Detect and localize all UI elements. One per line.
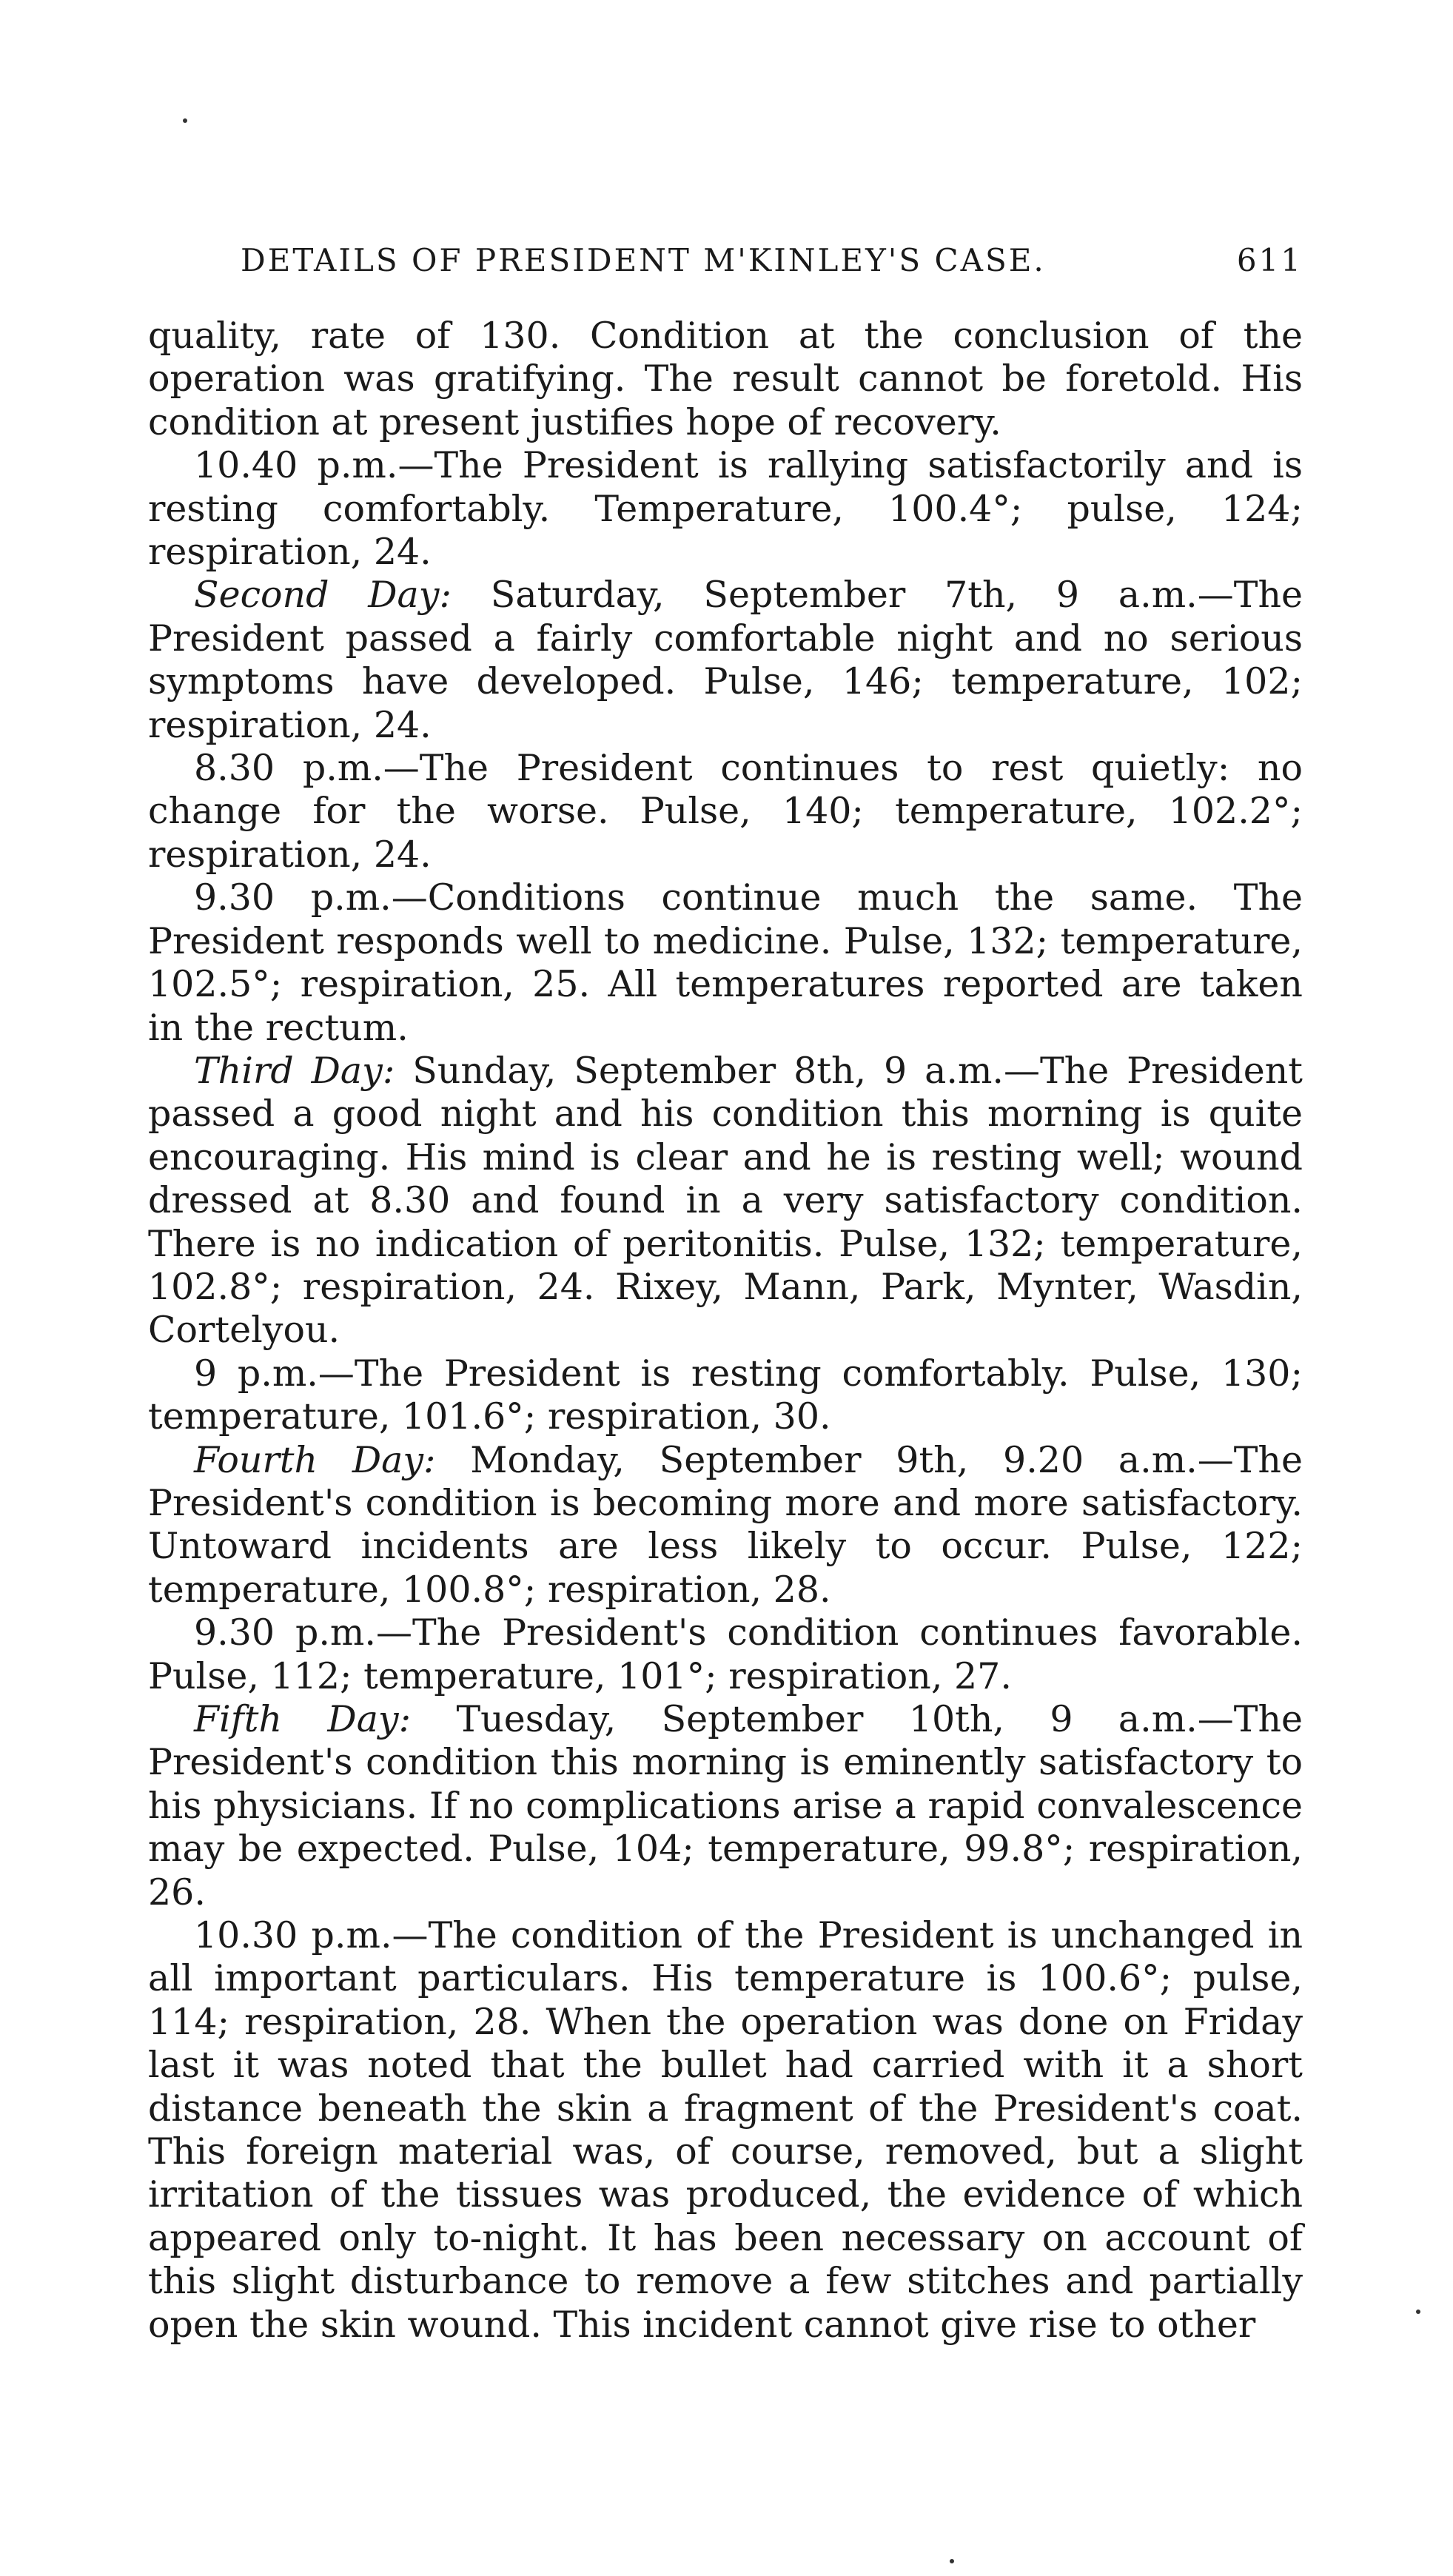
page-number: 611 xyxy=(1236,242,1303,278)
paragraph-text: 10.40 p.m.—The President is rallying satisfactorily and is resting comfortably. Temperature, 100.4°; pulse, 124; respiration, 24. xyxy=(148,444,1303,574)
paragraph xyxy=(148,1352,1303,1439)
day-heading: Third Day: xyxy=(194,1049,395,1092)
paragraph xyxy=(148,747,1303,876)
paper-speck xyxy=(1416,2310,1420,2314)
paragraph xyxy=(148,444,1303,574)
day-heading: Fourth Day: xyxy=(194,1438,436,1481)
day-heading: Fifth Day: xyxy=(194,1698,412,1740)
paragraph xyxy=(148,1439,1303,1612)
paragraph-text: 9 p.m.—The President is resting comfortably. Pulse, 130; temperature, 101.6°; respiration, 30. xyxy=(148,1352,1303,1438)
paragraph-text: Saturday, September 7th, 9 a.m.—The President passed a fairly comfortable night and no serious symptoms have developed. Pulse, 146; temperature, 102; respiration, 24. xyxy=(148,574,1303,746)
paragraph xyxy=(148,1698,1303,1914)
paragraph-text: 9.30 p.m.—Conditions continue much the same. The President responds well to medicine. Pulse, 132; temperature, 102.5°; respiration, 25. All temperatures reported are taken in the rectum. xyxy=(148,876,1303,1049)
paragraph xyxy=(148,1050,1303,1352)
paragraph-text: 9.30 p.m.—The President's condition continues favorable. Pulse, 112; temperature, 101°; respiration, 27. xyxy=(148,1611,1303,1697)
paragraph xyxy=(148,1611,1303,1698)
paper-speck xyxy=(950,2559,954,2563)
paragraph-text: Tuesday, September 10th, 9 a.m.—The President's condition this morning is eminently satisfactory to his physicians. If no complications arise a rapid convalescence may be expected. Pulse, 104; temperature, 99.8°; respiration, 26. xyxy=(148,1698,1303,1913)
paragraph-text: Monday, September 9th, 9.20 a.m.—The President's condition is becoming more and more satisfactory. Untoward incidents are less likely to occur. Pulse, 122; temperature, 100.8°; respiration, 28. xyxy=(148,1438,1303,1611)
body-text xyxy=(148,315,1303,2347)
paragraph xyxy=(148,1914,1303,2347)
paragraph-text: 10.30 p.m.—The condition of the President is unchanged in all important particulars. His temperature is 100.6°; pulse, 114; respiration, 28. When the operation was done on Friday last it was noted that the bullet had carried with it a short distance beneath the skin a fragment of the President's coat. This foreign material was, of course, removed, but a slight irritation of the tissues was produced, the evidence of which appeared only to-night. It has been necessary on account of this slight disturbance to remove a few stitches and partially open the skin wound. This incident cannot give rise to other xyxy=(148,1914,1303,2346)
paragraph-text: quality, rate of 130. Condition at the conclusion of the operation was gratifying. The result cannot be foretold. His condition at present justifies hope of recovery. xyxy=(148,315,1303,443)
paragraph xyxy=(148,315,1303,444)
paragraph-text: 8.30 p.m.—The President continues to rest quietly: no change for the worse. Pulse, 140; temperature, 102.2°; respiration, 24. xyxy=(148,747,1303,876)
paragraph xyxy=(148,574,1303,747)
day-heading: Second Day: xyxy=(194,574,452,617)
paragraph xyxy=(148,876,1303,1050)
running-head xyxy=(241,238,1303,283)
paper-speck xyxy=(183,118,187,123)
paragraph-text: Sunday, September 8th, 9 a.m.—The President passed a good night and his condition this morning is quite encouraging. His mind is clear and he is resting well; wound dressed at 8.30 and found in a very satisfactory condition. There is no indication of peritonitis. Pulse, 132; temperature, 102.8°; respiration, 24. Rixey, Mann, Park, Mynter, Wasdin, Cortelyou. xyxy=(148,1049,1303,1352)
running-title: DETAILS OF PRESIDENT M'KINLEY'S CASE. xyxy=(241,242,1046,278)
